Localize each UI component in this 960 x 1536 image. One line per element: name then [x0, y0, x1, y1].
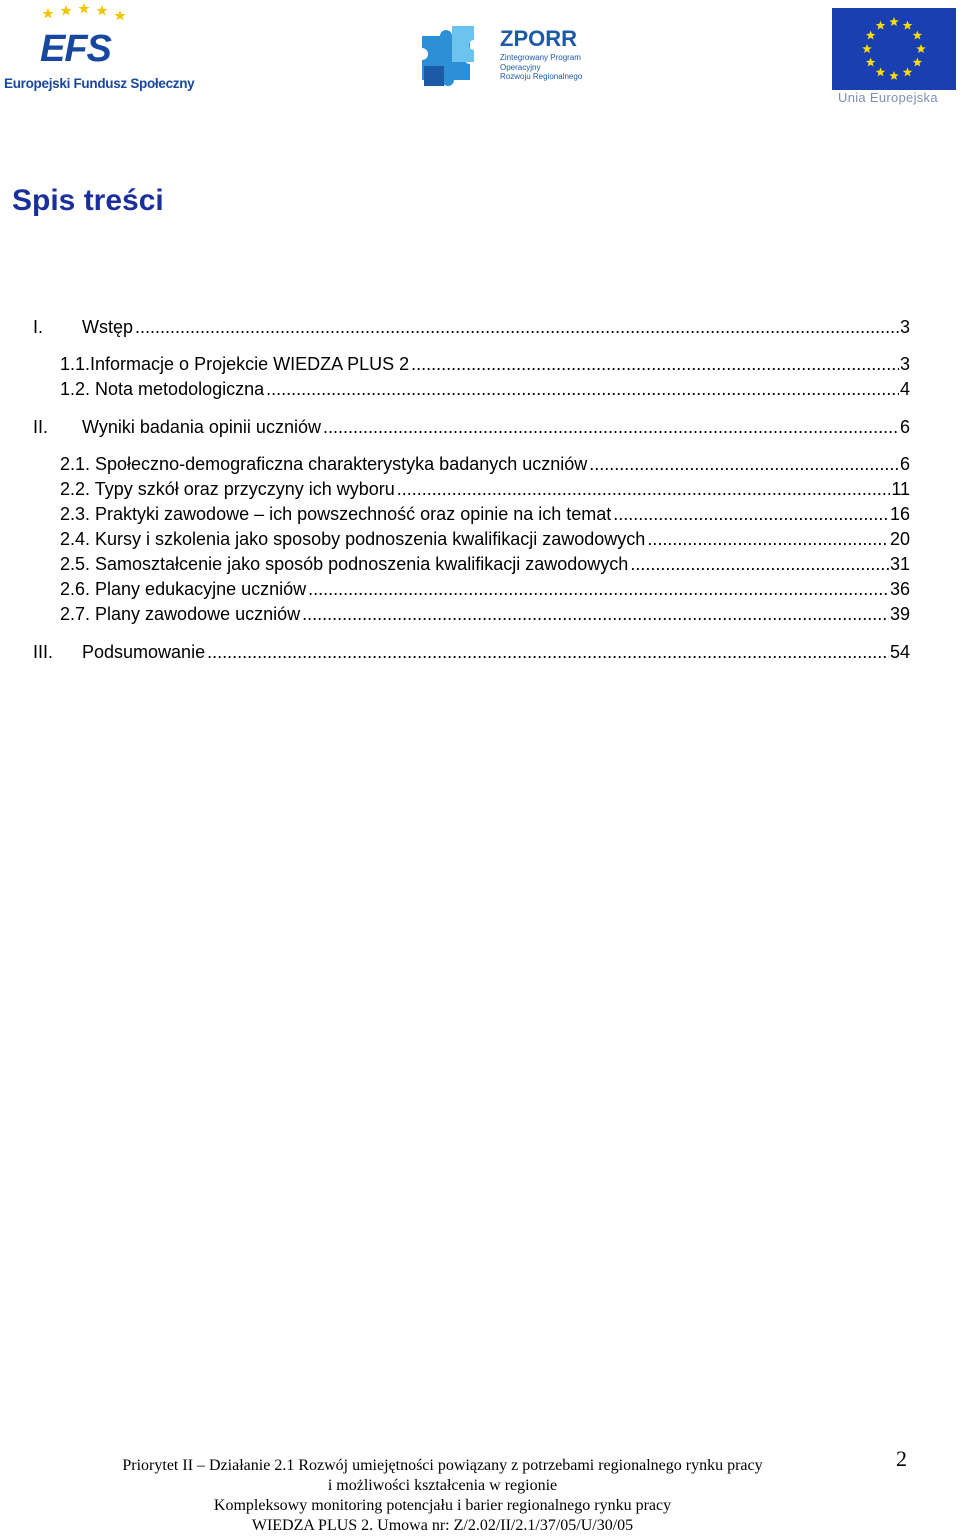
- zporr-logo: [418, 22, 598, 94]
- eu-caption: Unia Europejska: [838, 90, 938, 105]
- eu-star: [913, 31, 923, 40]
- footer: [0, 1456, 885, 1536]
- toc-dot-leader: [589, 452, 899, 476]
- eu-star: [876, 21, 886, 30]
- eu-star: [866, 58, 876, 67]
- toc-entry-page: 16: [889, 504, 910, 524]
- eu-star: [866, 31, 876, 40]
- eu-star: [903, 21, 913, 30]
- toc-entry-page: 3: [899, 354, 910, 374]
- toc-dot-leader: [308, 577, 889, 601]
- eu-star: [916, 44, 926, 53]
- toc-entry[interactable]: [0, 552, 960, 576]
- zporr-subtitle: Zintegrowany Program Operacyjny Rozwoju Regionalnego: [500, 53, 583, 81]
- toc-entry[interactable]: [0, 352, 960, 376]
- toc-dot-leader: [135, 315, 899, 339]
- toc-entry-label: 2.4. Kursy i szkolenia jako sposoby podnoszenia kwalifikacji zawodowych: [60, 529, 646, 549]
- eu-star: [913, 58, 923, 67]
- toc-dot-leader: [397, 477, 891, 501]
- efs-wordmark: EFS: [40, 28, 111, 70]
- toc-entry-page: 6: [899, 417, 910, 437]
- toc-entry-page: 54: [889, 642, 910, 662]
- toc-entry-label: 2.5. Samoształcenie jako sposób podnoszenia kwalifikacji zawodowych: [60, 554, 629, 574]
- toc-entry-page: 11: [891, 479, 910, 499]
- toc-entry[interactable]: [0, 602, 960, 626]
- toc-entry[interactable]: [0, 502, 960, 526]
- toc-entry-label: 2.3. Praktyki zawodowe – ich powszechność oraz opinie na ich temat: [60, 504, 612, 524]
- toc-entry-page: 39: [889, 604, 910, 624]
- eu-star: [876, 67, 886, 76]
- toc-entry[interactable]: [0, 415, 960, 439]
- toc-entry-label: 2.7. Plany zawodowe uczniów: [60, 604, 301, 624]
- toc-entry-number: III.: [33, 642, 54, 662]
- toc-entry-label: 2.1. Społeczno-demograficzna charakterystyka badanych uczniów: [60, 454, 588, 474]
- toc-entry-label: 2.2. Typy szkół oraz przyczyny ich wyboru: [60, 479, 395, 499]
- puzzle-icon: [418, 22, 494, 92]
- toc-entry-page: 6: [899, 454, 910, 474]
- footer-line: i możliwości kształcenia w regionie: [327, 1477, 558, 1494]
- eu-logo: [832, 8, 956, 108]
- eu-flag: [832, 8, 956, 90]
- toc-entry[interactable]: [0, 452, 960, 476]
- page-title: Spis treści: [12, 184, 164, 217]
- toc-entry-label: 1.2. Nota metodologiczna: [60, 379, 265, 399]
- toc-entry-number: II.: [33, 417, 49, 437]
- toc-dot-leader: [266, 377, 899, 401]
- toc-entry-label: Wyniki badania opinii uczniów: [82, 417, 321, 437]
- toc-entry[interactable]: [0, 527, 960, 551]
- toc-entry[interactable]: [0, 577, 960, 601]
- toc-entry-label: 1.1.Informacje o Projekcie WIEDZA PLUS 2: [60, 354, 410, 374]
- page-number: 2: [896, 1446, 907, 1471]
- eu-star: [889, 17, 899, 26]
- eu-star: [862, 44, 872, 53]
- toc-dot-leader: [302, 602, 889, 626]
- footer-line: Kompleksowy monitoring potencjału i barier regionalnego rynku pracy: [213, 1497, 672, 1514]
- toc-dot-leader: [613, 502, 889, 526]
- toc-entry[interactable]: [0, 377, 960, 401]
- toc-entry-page: 31: [889, 554, 910, 574]
- eu-stars-icon: [832, 8, 956, 90]
- toc-entry-page: 36: [889, 579, 910, 599]
- toc-entry-label: Podsumowanie: [82, 642, 206, 662]
- toc-entry-number: I.: [33, 317, 44, 337]
- toc-dot-leader: [630, 552, 889, 576]
- eu-star: [903, 67, 913, 76]
- toc-entry-label: Wstęp: [82, 317, 134, 337]
- toc-entry-page: 3: [899, 317, 910, 337]
- toc-dot-leader: [323, 415, 899, 439]
- footer-line: WIEDZA PLUS 2. Umowa nr: Z/2.02/II/2.1/37/05/U/30/05: [251, 1517, 634, 1534]
- toc-dot-leader: [207, 640, 889, 664]
- efs-logo: [0, 0, 195, 100]
- toc-dot-leader: [411, 352, 899, 376]
- toc-entry-label: 2.6. Plany edukacyjne uczniów: [60, 579, 307, 599]
- toc-entry-page: 4: [899, 379, 910, 399]
- toc-entry[interactable]: [0, 640, 960, 664]
- efs-caption: Europejski Fundusz Społeczny: [4, 76, 195, 91]
- toc-entry[interactable]: [0, 315, 960, 339]
- zporr-title: ZPORR: [500, 26, 577, 51]
- footer-line: Priorytet II – Działanie 2.1 Rozwój umiejętności powiązany z potrzebami regionalnego rynku pracy: [122, 1457, 763, 1474]
- toc-entry[interactable]: [0, 477, 960, 501]
- toc-dot-leader: [647, 527, 889, 551]
- toc-entry-page: 20: [889, 529, 910, 549]
- eu-star: [889, 71, 899, 80]
